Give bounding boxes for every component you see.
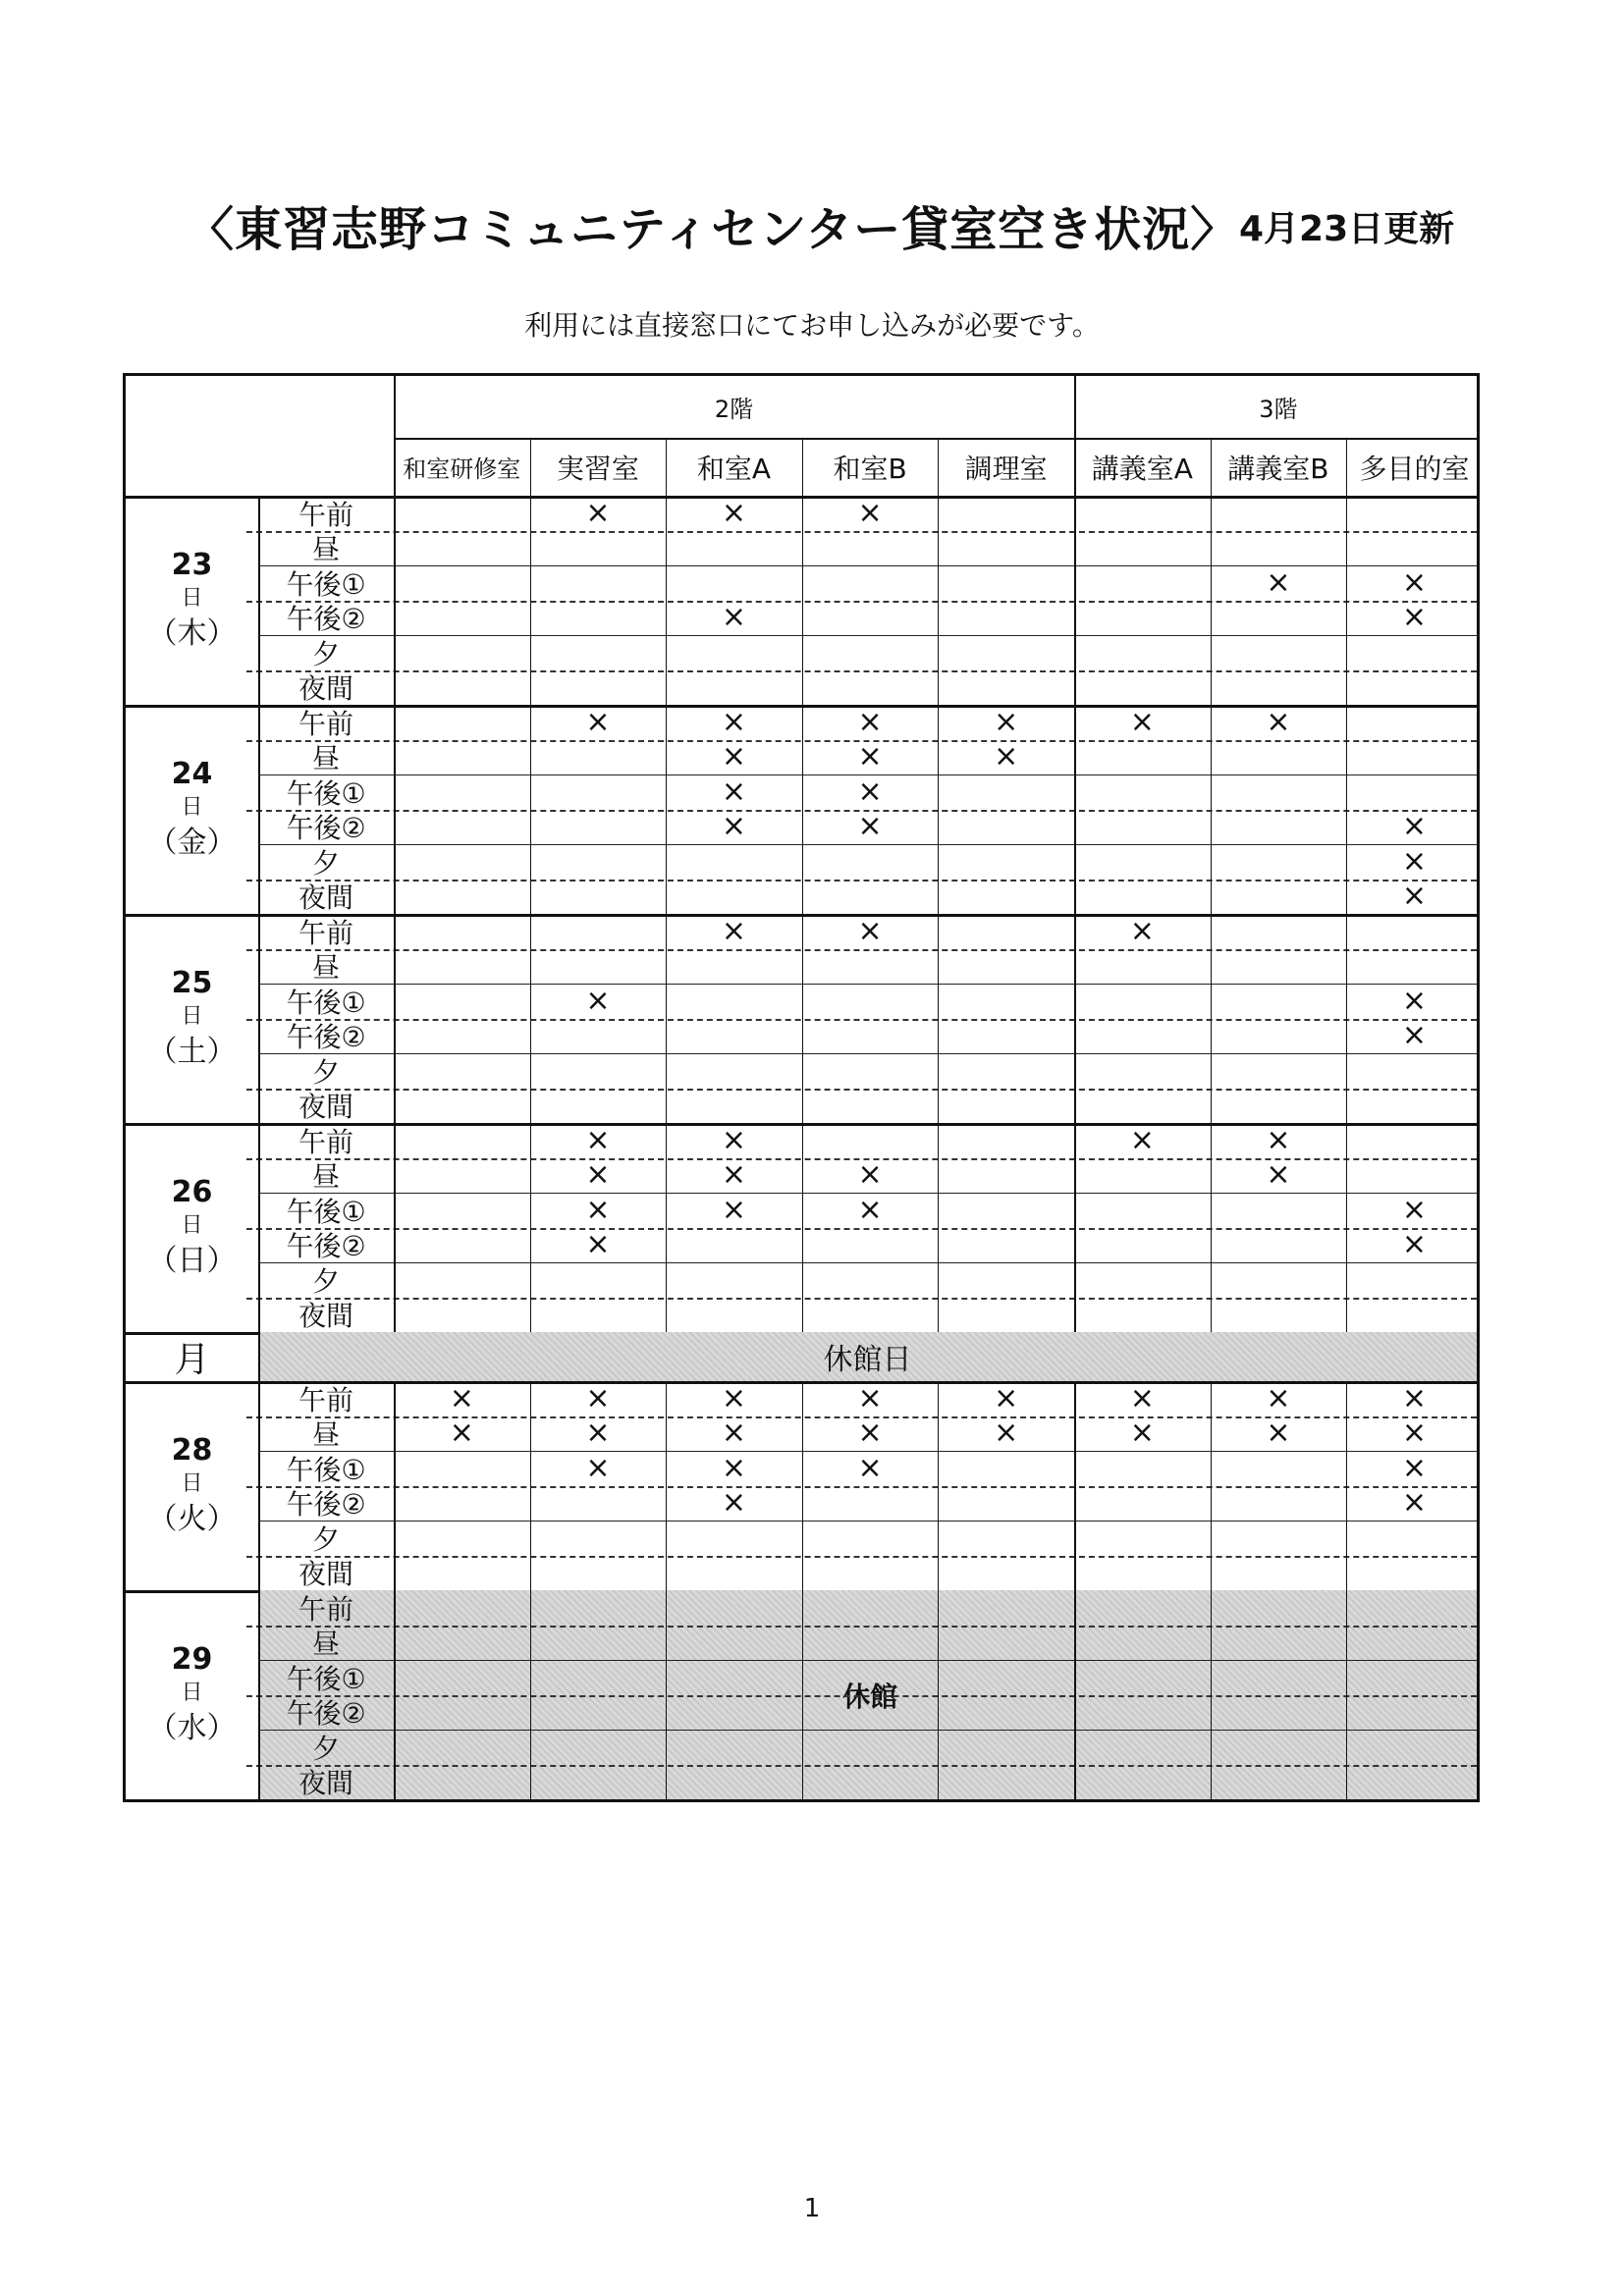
room-divider — [530, 705, 531, 914]
room-divider — [802, 1123, 803, 1332]
booked-mark: × — [857, 774, 883, 809]
floor-header: 3階 — [1259, 396, 1298, 423]
time-slot-label: 昼 — [311, 533, 340, 565]
booked-mark: × — [721, 1415, 747, 1451]
room-divider — [666, 1590, 667, 1799]
booked-mark: × — [857, 1192, 883, 1227]
booked-mark: × — [994, 739, 1019, 774]
booked-mark: × — [857, 739, 883, 774]
booked-mark: × — [1401, 983, 1428, 1018]
floor-split-divider — [1074, 376, 1076, 496]
slot-divider — [258, 1193, 1477, 1194]
booked-mark: × — [1401, 1227, 1428, 1262]
floor-divider — [394, 438, 1477, 440]
time-slot-label: 午後① — [286, 1662, 366, 1695]
day-label — [126, 914, 258, 1123]
time-slot-label: 午後② — [286, 1488, 366, 1521]
room-divider — [666, 1381, 667, 1590]
time-slot-label: 夜間 — [298, 1558, 353, 1590]
page-number: 1 — [803, 2194, 821, 2223]
booked-mark: × — [857, 1380, 883, 1415]
header-left-divider — [394, 376, 396, 496]
room-divider — [802, 496, 803, 705]
time-slot-label: 午後② — [286, 1021, 366, 1053]
room-divider — [530, 1123, 531, 1332]
room-divider — [1346, 1590, 1347, 1799]
room-header: 講義室A — [1091, 452, 1193, 485]
booked-mark: × — [1129, 1415, 1155, 1451]
time-slot-label: 昼 — [311, 1160, 340, 1193]
room-header: 和室A — [696, 452, 772, 485]
time-slot-label: 午後② — [286, 603, 366, 635]
room-divider — [1074, 705, 1076, 914]
room-divider — [938, 705, 939, 914]
room-divider — [802, 438, 803, 496]
room-divider — [1074, 1123, 1076, 1332]
closed-day-label: 月 — [174, 1339, 210, 1380]
room-column-divider — [394, 496, 396, 705]
slot-divider — [258, 1660, 1477, 1661]
slot-column-divider — [258, 914, 260, 1123]
room-divider — [1346, 1381, 1347, 1590]
day-unit: 日 — [181, 1212, 203, 1238]
slot-divider — [258, 844, 1477, 845]
booked-mark: × — [585, 1157, 611, 1193]
slot-divider-dashed — [246, 880, 1477, 881]
day-label — [126, 1590, 258, 1799]
booked-mark: × — [857, 495, 883, 530]
slot-divider — [258, 1053, 1477, 1054]
slot-divider-dashed — [246, 1298, 1477, 1300]
time-slot-label: 昼 — [311, 742, 340, 774]
slot-divider-dashed — [246, 531, 1477, 533]
booked-mark: × — [857, 1450, 883, 1485]
slot-divider-dashed — [246, 1019, 1477, 1021]
room-divider — [1211, 496, 1212, 705]
booked-mark: × — [1401, 1380, 1428, 1415]
updated-date: 4月23日更新 — [1239, 209, 1455, 249]
booked-mark: × — [1129, 704, 1155, 739]
closed-label: 休館 — [842, 1680, 898, 1713]
slot-column-divider — [258, 1590, 260, 1799]
day-number: 29 — [171, 1641, 213, 1677]
booked-mark: × — [857, 704, 883, 739]
booked-mark: × — [721, 1485, 747, 1521]
booked-mark: × — [721, 495, 747, 530]
day-number: 26 — [171, 1174, 213, 1209]
floor-header: 2階 — [714, 396, 754, 423]
day-weekday: （木） — [147, 615, 237, 651]
room-divider — [938, 496, 939, 705]
slot-divider — [258, 565, 1477, 566]
booked-mark: × — [1266, 704, 1291, 739]
booked-mark: × — [857, 1415, 883, 1451]
day-unit: 日 — [181, 1680, 203, 1705]
booked-mark: × — [721, 704, 747, 739]
room-divider — [666, 914, 667, 1123]
booked-mark: × — [994, 1415, 1019, 1451]
booked-mark: × — [1129, 1122, 1155, 1157]
booked-mark: × — [585, 1380, 611, 1415]
room-divider — [802, 705, 803, 914]
booked-mark: × — [721, 600, 747, 635]
day-weekday: （火） — [147, 1501, 237, 1536]
room-divider — [1346, 496, 1347, 705]
booked-mark: × — [1401, 564, 1428, 600]
application-note: 利用には直接窓口にてお申し込みが必要です。 — [524, 309, 1100, 342]
slot-divider-dashed — [246, 810, 1477, 812]
room-header: 実習室 — [556, 452, 639, 485]
room-divider — [1211, 438, 1212, 496]
room-divider — [1074, 1590, 1076, 1799]
booked-mark: × — [1401, 1018, 1428, 1053]
booked-mark: × — [1401, 1450, 1428, 1485]
room-divider — [530, 1381, 531, 1590]
time-slot-label: 夜間 — [298, 881, 353, 914]
room-divider — [1346, 914, 1347, 1123]
closed-day-text: 休館日 — [823, 1343, 912, 1377]
booked-mark: × — [721, 1380, 747, 1415]
day-label — [126, 705, 258, 914]
slot-divider — [258, 1521, 1477, 1522]
slot-divider-dashed — [246, 601, 1477, 603]
day-unit: 日 — [181, 585, 203, 611]
booked-mark: × — [721, 1450, 747, 1485]
day-weekday: （水） — [147, 1710, 237, 1745]
time-slot-label: 午後① — [286, 776, 366, 810]
booked-mark: × — [585, 1122, 611, 1157]
room-header: 講義室B — [1227, 452, 1329, 485]
room-divider — [1346, 1123, 1347, 1332]
page-title: 〈東習志野コミュニティセンター貸室空き状況〉 — [187, 202, 1239, 257]
day-number: 23 — [171, 547, 213, 582]
room-divider — [666, 1123, 667, 1332]
booked-mark: × — [994, 704, 1019, 739]
room-divider — [1074, 496, 1076, 705]
day-weekday: （金） — [147, 825, 237, 860]
room-column-divider — [394, 1590, 396, 1799]
room-divider — [938, 1381, 939, 1590]
booked-mark: × — [1266, 564, 1291, 600]
booked-mark: × — [857, 913, 883, 948]
slot-divider-dashed — [246, 1695, 1477, 1697]
booked-mark: × — [721, 1122, 747, 1157]
time-slot-label: 昼 — [311, 1418, 340, 1451]
day-weekday: （土） — [147, 1034, 237, 1069]
booked-mark: × — [585, 1227, 611, 1262]
booked-mark: × — [1266, 1380, 1291, 1415]
booked-mark: × — [585, 704, 611, 739]
booked-mark: × — [721, 809, 747, 844]
room-divider — [802, 1590, 803, 1799]
booked-mark: × — [1266, 1157, 1291, 1193]
booked-mark: × — [1401, 843, 1428, 879]
booked-mark: × — [721, 913, 747, 948]
room-column-divider — [394, 705, 396, 914]
room-header: 調理室 — [964, 452, 1048, 485]
time-slot-label: 夕 — [311, 1055, 340, 1089]
time-slot-label: 午後② — [286, 1230, 366, 1262]
slot-divider — [258, 1451, 1477, 1452]
day-label — [126, 496, 258, 705]
room-divider — [1211, 914, 1212, 1123]
room-header: 和室B — [833, 452, 907, 485]
room-divider — [1074, 1381, 1076, 1590]
booked-mark: × — [1129, 913, 1155, 948]
booked-mark: × — [449, 1415, 474, 1451]
time-slot-label: 午前 — [298, 498, 353, 531]
time-slot-label: 夜間 — [298, 1300, 353, 1332]
room-divider — [530, 1590, 531, 1799]
booked-mark: × — [1401, 1485, 1428, 1521]
room-header: 和室研修室 — [403, 455, 521, 483]
room-column-divider — [394, 1381, 396, 1590]
room-divider — [938, 1590, 939, 1799]
booked-mark: × — [1401, 1192, 1428, 1227]
room-divider — [1211, 1123, 1212, 1332]
slot-divider — [258, 1262, 1477, 1263]
room-divider — [530, 496, 531, 705]
time-slot-label: 午後① — [286, 986, 366, 1019]
day-unit: 日 — [181, 1003, 203, 1029]
time-slot-label: 夕 — [311, 1522, 340, 1556]
time-slot-label: 午後② — [286, 812, 366, 844]
day-label — [126, 1381, 258, 1590]
room-divider — [1211, 1590, 1212, 1799]
room-divider — [530, 914, 531, 1123]
booked-mark: × — [1401, 809, 1428, 844]
slot-divider — [258, 774, 1477, 775]
day-unit: 日 — [181, 1470, 203, 1496]
time-slot-label: 午前 — [298, 1125, 353, 1158]
booked-mark: × — [1401, 879, 1428, 914]
booked-mark: × — [1266, 1122, 1291, 1157]
day-number: 24 — [171, 756, 213, 791]
slot-column-divider — [258, 1381, 260, 1590]
slot-column-divider — [258, 496, 260, 705]
booked-mark: × — [585, 1415, 611, 1451]
room-divider — [938, 438, 939, 496]
booked-mark: × — [1129, 1380, 1155, 1415]
slot-divider-dashed — [246, 670, 1477, 672]
booked-mark: × — [585, 983, 611, 1018]
day-label — [126, 1123, 258, 1332]
time-slot-label: 午後① — [286, 567, 366, 601]
room-divider — [1211, 705, 1212, 914]
booked-mark: × — [585, 1450, 611, 1485]
booked-mark: × — [721, 1157, 747, 1193]
room-divider — [802, 1381, 803, 1590]
room-divider — [938, 914, 939, 1123]
slot-divider — [258, 635, 1477, 636]
slot-divider-dashed — [246, 1556, 1477, 1558]
slot-column-divider — [258, 1332, 260, 1381]
slot-divider — [258, 984, 1477, 985]
booked-mark: × — [721, 1192, 747, 1227]
room-divider — [666, 496, 667, 705]
slot-column-divider — [258, 705, 260, 914]
booked-mark: × — [449, 1380, 474, 1415]
booked-mark: × — [1401, 1415, 1428, 1451]
slot-divider-dashed — [246, 1486, 1477, 1488]
slot-divider-dashed — [246, 949, 1477, 951]
day-weekday: （日） — [147, 1243, 237, 1278]
room-divider — [666, 705, 667, 914]
slot-divider — [258, 1730, 1477, 1731]
room-column-divider — [394, 1123, 396, 1332]
room-divider — [1346, 438, 1347, 496]
booked-mark: × — [721, 774, 747, 809]
time-slot-label: 夕 — [311, 846, 340, 880]
time-slot-label: 夕 — [311, 1264, 340, 1298]
time-slot-label: 夜間 — [298, 1767, 353, 1799]
time-slot-label: 夜間 — [298, 672, 353, 705]
slot-divider-dashed — [246, 1089, 1477, 1091]
time-slot-label: 午前 — [298, 916, 353, 949]
time-slot-label: 午前 — [298, 1592, 353, 1626]
slot-divider-dashed — [246, 1626, 1477, 1628]
time-slot-label: 昼 — [311, 951, 340, 984]
booked-mark: × — [1266, 1415, 1291, 1451]
room-divider — [1074, 914, 1076, 1123]
day-divider — [126, 1799, 1477, 1802]
time-slot-label: 夜間 — [298, 1091, 353, 1123]
booked-mark: × — [1401, 600, 1428, 635]
time-slot-label: 午後① — [286, 1453, 366, 1486]
slot-divider-dashed — [246, 740, 1477, 742]
room-divider — [1211, 1381, 1212, 1590]
booked-mark: × — [994, 1380, 1019, 1415]
slot-divider-dashed — [246, 1158, 1477, 1160]
room-header: 多目的室 — [1359, 452, 1470, 485]
time-slot-label: 夕 — [311, 637, 340, 670]
booked-mark: × — [857, 809, 883, 844]
slot-divider-dashed — [246, 1765, 1477, 1767]
room-divider — [802, 914, 803, 1123]
time-slot-label: 昼 — [311, 1628, 340, 1660]
room-divider — [530, 438, 531, 496]
time-slot-label: 午前 — [298, 707, 353, 740]
time-slot-label: 午後① — [286, 1195, 366, 1228]
slot-column-divider — [258, 1123, 260, 1332]
booked-mark: × — [585, 1192, 611, 1227]
booked-mark: × — [857, 1157, 883, 1193]
slot-divider-dashed — [246, 1416, 1477, 1418]
booked-mark: × — [721, 739, 747, 774]
room-column-divider — [394, 914, 396, 1123]
slot-divider-dashed — [246, 1228, 1477, 1230]
time-slot-label: 午前 — [298, 1383, 353, 1416]
time-slot-label: 夕 — [311, 1732, 340, 1765]
room-divider — [938, 1123, 939, 1332]
room-divider — [1346, 705, 1347, 914]
room-divider — [666, 438, 667, 496]
day-number: 25 — [171, 965, 213, 1000]
booked-mark: × — [585, 495, 611, 530]
availability-table — [123, 373, 1480, 1802]
day-unit: 日 — [181, 794, 203, 820]
time-slot-label: 午後② — [286, 1697, 366, 1730]
day-number: 28 — [171, 1432, 213, 1468]
